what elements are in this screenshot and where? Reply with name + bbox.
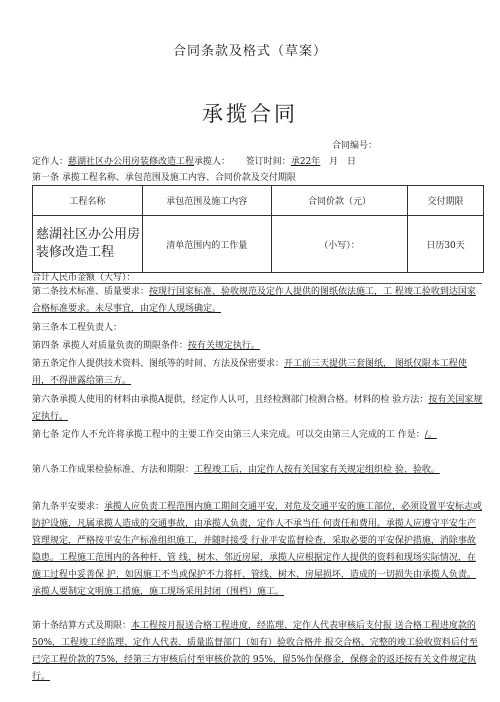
article-10 xyxy=(32,618,484,686)
article-5-label: 第五条定作人提供技术资料、图纸等的时间、方法及保密要求： xyxy=(32,359,285,369)
article-6-label: 第六条承揽人使用的材料由承揽A提供，经定作人认可，且经检测部门检测合格。材料的检 验方法： xyxy=(32,395,429,405)
contract-table xyxy=(32,185,484,273)
cell-project-name: 慈湖社区办公用房装修改造工程 xyxy=(33,216,143,273)
cell-scope: 清单范围内的工作量 xyxy=(142,216,271,273)
article-3: 第三条本工程负责人： xyxy=(32,323,123,333)
table-header-row xyxy=(33,186,484,216)
contractor-label: 承揽人： xyxy=(194,157,231,167)
article-6 xyxy=(32,392,484,426)
article-8-label: 第八条工作成果检验标准、方法和期限： xyxy=(32,465,195,475)
document-header-title: 合同条款及格式（草案） xyxy=(172,44,327,59)
header-deadline: 交付期限 xyxy=(408,186,484,216)
article-4 xyxy=(32,338,484,355)
article-10-label: 第十条结算方式及期限： xyxy=(32,621,132,631)
signed-label: 签订时间： xyxy=(245,157,291,167)
header-price: 合同价款（元） xyxy=(271,186,407,216)
article-5 xyxy=(32,356,484,390)
article-7-value: /。 xyxy=(424,430,437,440)
article-6-value: 按有关国家规定执行。 xyxy=(32,395,483,422)
article-4-label: 第四条 承揽人对质量负责的期限条件： xyxy=(32,341,188,351)
article-5-value: 开工前三天提供三套图纸， 图纸仅限本工程使用，不得泄露给第三方。 xyxy=(32,359,467,386)
article-10-value: 本工程按月报送合格工程进度，经监理、定作人代表审核后支付报 送合格工程进度款的50%，工程竣工经监理、定作人代表、质量监督部门（如有）验收合格并 报交合格、完整的竣工验收资料后付至已完工程价款的75%，经第三方审核后付至审核价款的 95%，留5%作保修金，保修金的返还按有关文件规定执行。 xyxy=(32,621,478,682)
article-2 xyxy=(32,284,484,318)
signed-year: 承22年 xyxy=(290,157,321,167)
signed-day: 日 xyxy=(347,157,357,167)
article-7-label: 第七条 定作人不允许将承揽工程中的主要工作交由第三人来完成。可以交由第三人完成的工 作是： xyxy=(32,430,425,440)
article-4-value: 按有关规定执行。 xyxy=(187,341,260,351)
article-7 xyxy=(32,427,484,444)
article-2-value: 按现行国家标准、验收规范及定作人提供的图纸依法施工，工 程竣工验收到达国家合格标准要求。未尽事宜，由定作人现场确定。 xyxy=(32,287,476,314)
article-1: 第一条 承揽工程名称、承包范围及施工内容、合同价款及交付期限 xyxy=(32,173,296,183)
article-8-value: 工程竣工后，由定作人按有关国家有关规定组织检 验、验收。 xyxy=(194,465,440,475)
table-row xyxy=(33,216,484,273)
article-8 xyxy=(32,462,484,479)
cell-price: （小写）： xyxy=(271,216,407,273)
definer-label: 定作人： xyxy=(32,157,69,167)
article-9 xyxy=(32,499,484,601)
parties-line xyxy=(32,154,356,167)
signed-month: 月 xyxy=(329,157,339,167)
article-9-label: 第九条平安要求： xyxy=(32,502,105,512)
cell-deadline: 日历30天 xyxy=(408,216,484,273)
article-2-label: 第二条技术标准、质量要求： xyxy=(32,287,150,297)
article-9-value: 承揽人应负责工程范围内施工期间交通平安，对危及交通平安的施工部位，必须设置平安标志或防护设施，凡属承揽人造成的交通事故，由承揽人负责，定作人不承当任 何责任和费用。承揽人应遵守平安生产管理规定，严格按平安生产标准组织施工，并随时接受 行业平安监督检查，采取必要的平安保护措施，消除事故隐患。工程施工范围内的各种杆、管 线、树木、邻近房屋，承揽人应根据定作人提供的资料和现场实际情况，在施工过程中妥善保 护，如因施工不当或保护不力将杆、管线、树木、房屋损坏，造成的一切损失由承揽人负责。 承揽人要制定文明施工措施，施工现场采用封闭（围档）施工。 xyxy=(32,502,483,597)
contract-title: 承揽合同 xyxy=(202,102,298,126)
total-amount: 合计人民币金额（大写）： xyxy=(32,273,136,283)
header-scope: 承包范围及施工内容 xyxy=(142,186,271,216)
definer-value: 慈湖社区办公用房装修改造工程 xyxy=(68,157,195,167)
header-project-name: 工程名称 xyxy=(33,186,143,216)
contract-number-label: 合同编号： xyxy=(332,141,378,151)
